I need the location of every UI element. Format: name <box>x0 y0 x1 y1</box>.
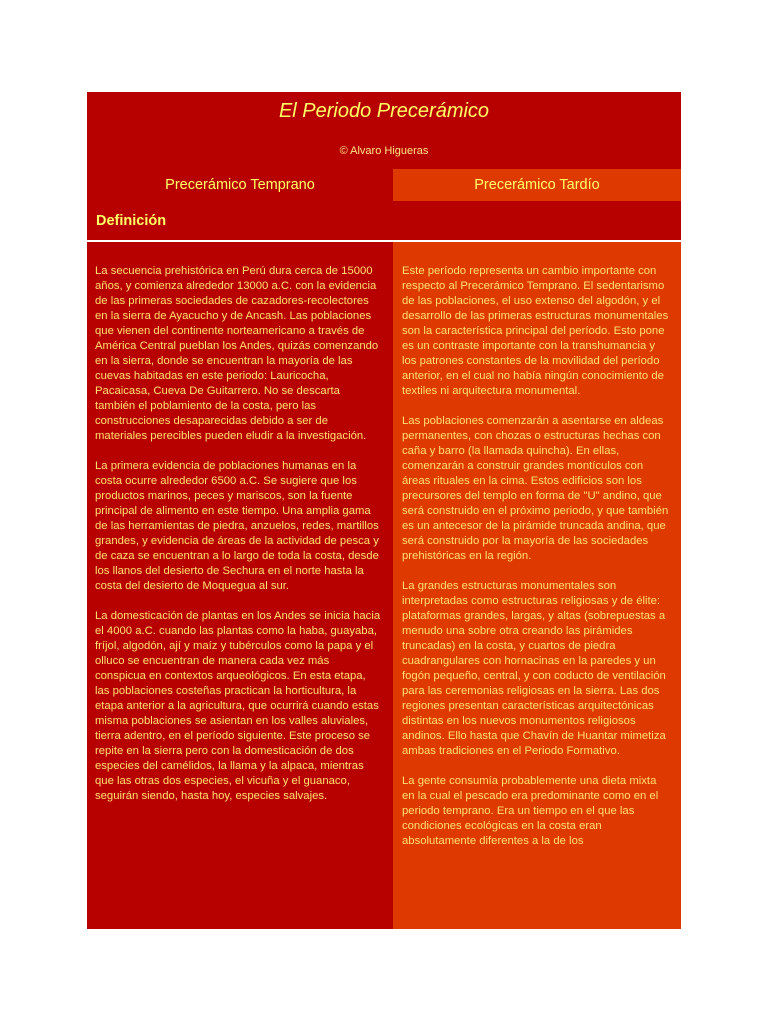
left-paragraph: La secuencia prehistórica en Perú dura cerca de 15000 años, y comienza alrededor 13000 a.C. con la evidencia de las primeras sociedades de cazadores-recolectores en la sierra de Ayacucho y de Ancash. Las poblaciones que vienen del continente norteamericano a través de América Central pueblan los Andes, quizás comenzando en la sierra, donde se encuentran la mayoría de las cuevas habitadas en este periodo: Lauricocha, Pacaicasa, Cueva De Guitarrero. No se descarta también el poblamiento de la costa, pero las construcciones desaparecidas debido a ser de materiales perecibles pueden eludir a la investigación. <box>95 265 379 442</box>
left-paragraph: La domesticación de plantas en los Andes se inicia hacia el 4000 a.C. cuando las plantas como la haba, guayaba, fríjol, algodón, ají y maíz y tubérculos como la papa y el olluco se encuentran de manera cada vez más conspicua en contextos arqueológicos. En esta etapa, las poblaciones costeñas practican la horticultura, la etapa anterior a la agricultura, que ocurrirá cuando estas misma poblaciones se asientan en los valles aluviales, tierra adentro, en el período siguiente. Este proceso se repite en la sierra pero con la domesticación de dos especies del camélidos, la llama y la alpaca, mientras que las otras dos especies, el vicuña y el guanaco, seguirán siendo, hasta hoy, especies salvajes. <box>95 610 381 802</box>
right-paragraph: Este período representa un cambio importante con respecto al Precerámico Temprano. El sedentarismo de las poblaciones, el uso extenso del algodón, y el desarrollo de las primeras estructuras monumentales son la característica principal del período. Esto pone es un contraste importante con la transhumancia y los patrones constantes de la movilidad del período anterior, en el cual no había ningún conocimiento de textiles ni arquitectura monumental. <box>402 265 669 397</box>
right-column-heading: Precerámico Tardío <box>393 169 681 201</box>
right-column-body <box>393 242 681 929</box>
left-column-heading: Precerámico Temprano <box>165 177 315 193</box>
right-paragraph: La grandes estructuras monumentales son interpretadas como estructuras religiosas y de élite: plataformas grandes, largas, y altas (sobrepuestas a menudo una sobre otra creando las pirámides truncadas) en la costa, y cuartos de piedra cuadrangulares con hornacinas en la paredes y un fogón pequeño, central, y con coducto de ventilación para las ceremonias religiosas en la sierra. Las dos regiones presentan características arquitectónicas distintas en los nuevos monumentos religiosos andinos. Ello hasta que Chavín de Huantar mimetiza ambas tradiciones en el Periodo Formativo. <box>402 580 666 757</box>
right-paragraph: Las poblaciones comenzarán a asentarse en aldeas permanentes, con chozas o estructuras hechas con caña y barro (la llamada quincha). En ellas, comenzarán a construir grandes montículos con áreas rituales en la cima. Estos edificios son los precursores del templo en forma de "U" andino, que será construido en el próximo periodo, y que también es un antecesor de la pirámide truncada andina, que será construido por la mayoría de las sociedades prehistóricas en la región. <box>402 415 669 562</box>
left-column-body <box>87 242 393 929</box>
author-credit: © Alvaro Higueras <box>339 145 429 157</box>
left-paragraph: La primera evidencia de poblaciones humanas en la costa ocurre alrededor 6500 a.C. Se sugiere que los productos marinos, peces y mariscos, son la fuente principal de alimento en este tiempo. Una amplia gama de las herramientas de piedra, anzuelos, redes, martillos grandes, y evidencia de áreas de la actividad de pesca y de caza se encuentran a lo largo de toda la costa, desde los llanos del desierto de Sechura en el norte hasta la costa del desierto de Moquegua al sur. <box>95 460 379 592</box>
section-heading: Definición <box>96 213 167 229</box>
right-paragraph: La gente consumía probablemente una dieta mixta en la cual el pescado era predominante como en el periodo temprano. Era un tiempo en el que las condiciones ecológicas en la costa eran absolutamente diferentes a la de los <box>402 775 659 847</box>
document-title: El Periodo Precerámico <box>278 100 490 122</box>
document-page <box>87 92 681 929</box>
